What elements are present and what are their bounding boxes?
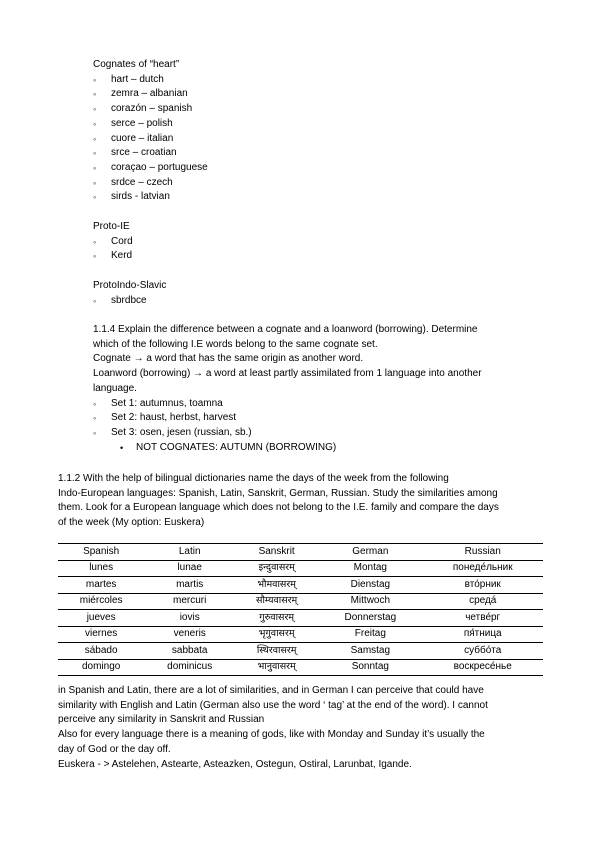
table-cell: jueves xyxy=(58,610,144,627)
table-cell: martis xyxy=(144,577,235,594)
table-cell: Donnerstag xyxy=(318,610,422,627)
table-cell: स्थिरवासरम् xyxy=(235,643,318,660)
list-item: ◦ cuore – italian xyxy=(93,132,208,147)
table-row xyxy=(58,626,543,643)
list-item: ◦ serce – polish xyxy=(93,117,208,132)
list-item: ◦ corazón – spanish xyxy=(93,102,208,117)
table-row xyxy=(58,610,543,627)
proto-ie-title: Proto-IE xyxy=(93,221,130,232)
table-cell: viernes xyxy=(58,626,144,643)
table-cell: пя́тница xyxy=(422,626,543,643)
table-cell: sabbata xyxy=(144,643,235,660)
list-item: ◦ hart – dutch xyxy=(93,73,208,88)
table-cell: среда́ xyxy=(422,593,543,610)
table-cell: суббо́та xyxy=(422,643,543,660)
table-cell: четве́рг xyxy=(422,610,543,627)
table-cell: भानुवासरम् xyxy=(235,659,318,676)
column-header: Russian xyxy=(422,544,543,561)
table-row xyxy=(58,577,543,594)
table-row xyxy=(58,560,543,577)
table-cell: вто́рник xyxy=(422,577,543,594)
question-114-section xyxy=(93,323,553,455)
conclusion-line: day of God or the day off. xyxy=(58,743,171,755)
list-item: ◦ Set 3: osen, jesen (russian, sb.) xyxy=(93,426,553,441)
table-row xyxy=(58,643,543,660)
table-cell: सौम्यवासरम् xyxy=(235,593,318,610)
table-cell: dominicus xyxy=(144,659,235,676)
column-header: Spanish xyxy=(58,544,144,561)
table-cell: воскресе́нье xyxy=(422,659,543,676)
table-cell: lunae xyxy=(144,560,235,577)
table-row xyxy=(58,659,543,676)
loanword-definition-cont: language. xyxy=(93,382,137,394)
list-item: ◦ sbrdbce xyxy=(93,294,166,309)
table-cell: भौमवासरम् xyxy=(235,577,318,594)
table-cell: Montag xyxy=(318,560,422,577)
table-header-row xyxy=(58,544,543,561)
column-header: Latin xyxy=(144,544,235,561)
list-item: ◦ Set 1: autumnus, toamna xyxy=(93,397,553,412)
table-cell: sábado xyxy=(58,643,144,660)
list-item: ◦ Kerd xyxy=(93,249,133,264)
proto-slavic-section xyxy=(93,279,166,308)
table-cell: Dienstag xyxy=(318,577,422,594)
question-112-line: 1.1.2 With the help of bilingual dictionaries name the days of the week from the following xyxy=(58,473,449,484)
question-112-line: them. Look for a European language which does not belong to the I.E. family and compare the days xyxy=(58,502,499,514)
question-114-line: 1.1.4 Explain the difference between a cognate and a loanword (borrowing). Determine xyxy=(93,324,478,335)
cognate-definition: Cognate → a word that has the same origin as another word. xyxy=(93,353,364,365)
days-of-week-table xyxy=(58,543,543,676)
conclusion-line: in Spanish and Latin, there are a lot of similarities, and in German I can perceive that could have xyxy=(58,685,484,696)
table-cell: Samstag xyxy=(318,643,422,660)
list-item: ◦ zemra – albanian xyxy=(93,87,208,102)
table-cell: veneris xyxy=(144,626,235,643)
table-cell: गुरुवासरम् xyxy=(235,610,318,627)
euskera-days: Euskera - > Astelehen, Astearte, Asteazken, Ostegun, Ostiral, Larunbat, Igande. xyxy=(58,758,412,770)
proto-slavic-title: ProtoIndo-Slavic xyxy=(93,280,167,291)
table-cell: domingo xyxy=(58,659,144,676)
conclusion-line: similarity with English and Latin (German also use the word ‘ tag’ at the end of the word). I cannot xyxy=(58,699,488,711)
loanword-definition: Loanword (borrowing) → a word at least partly assimilated from 1 language into another xyxy=(93,368,482,380)
table-cell: भृगुवासरम् xyxy=(235,626,318,643)
table-cell: iovis xyxy=(144,610,235,627)
table-cell: Sonntag xyxy=(318,659,422,676)
table-cell: Freitag xyxy=(318,626,422,643)
question-112-line: Indo-European languages: Spanish, Latin, Sanskrit, German, Russian. Study the similarities among xyxy=(58,487,498,499)
list-item: ◦ coraçao – portuguese xyxy=(93,161,208,176)
table-cell: miércoles xyxy=(58,593,144,610)
list-item: ◦ Cord xyxy=(93,235,133,250)
heart-section xyxy=(93,58,208,205)
heart-list xyxy=(93,73,208,205)
list-item: ◦ srdce – czech xyxy=(93,176,208,191)
table-cell: понеде́льник xyxy=(422,560,543,577)
column-header: Sanskrit xyxy=(235,544,318,561)
column-header: German xyxy=(318,544,422,561)
not-cognates-note: • NOT COGNATES: AUTUMN (BORROWING) xyxy=(120,441,553,456)
table-cell: mercuri xyxy=(144,593,235,610)
conclusion-line: Also for every language there is a meaning of gods, like with Monday and Sunday it’s usually the xyxy=(58,729,485,741)
table-cell: martes xyxy=(58,577,144,594)
question-112-section xyxy=(58,472,548,531)
question-112-line: of the week (My option: Euskera) xyxy=(58,517,205,529)
proto-ie-section xyxy=(93,220,133,264)
table-cell: Mittwoch xyxy=(318,593,422,610)
table-row xyxy=(58,593,543,610)
table-cell: इन्दुवासरम् xyxy=(235,560,318,577)
question-114-line: which of the following I.E words belong to the same cognate set. xyxy=(93,338,378,350)
heart-title: Cognates of “heart” xyxy=(93,59,180,70)
conclusion-section xyxy=(58,684,548,772)
list-item: ◦ srce – croatian xyxy=(93,146,208,161)
list-item: ◦ Set 2: haust, herbst, harvest xyxy=(93,411,553,426)
conclusion-line: perceive any similarity in Sanskrit and Russian xyxy=(58,714,265,726)
table-cell: lunes xyxy=(58,560,144,577)
list-item: ◦ sirds - latvian xyxy=(93,190,208,205)
